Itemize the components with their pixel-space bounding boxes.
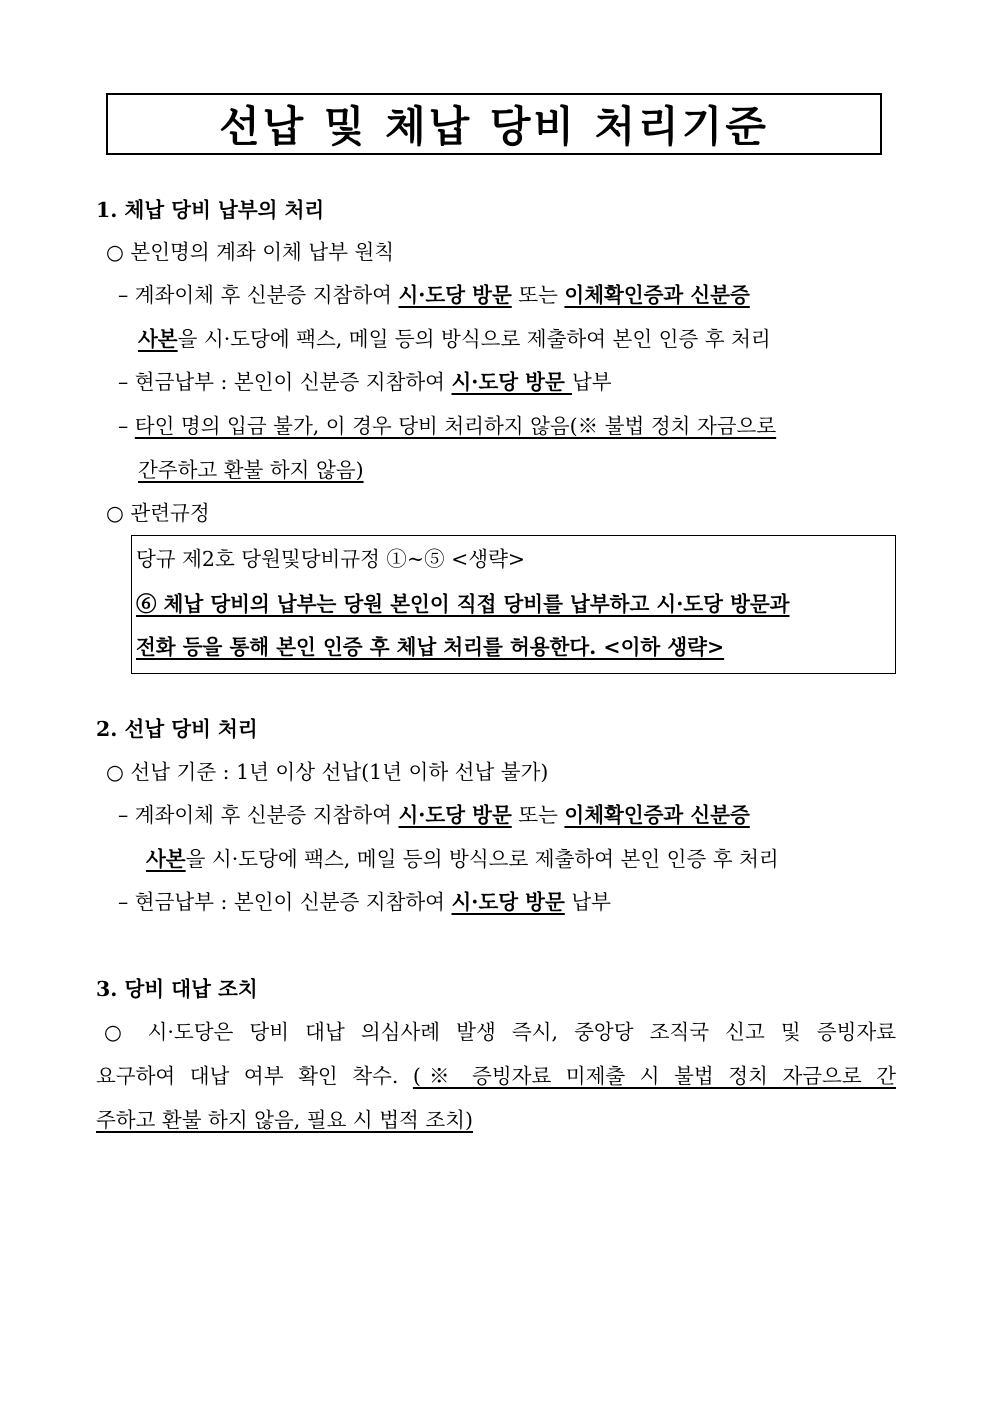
section-1-item-2 — [118, 372, 612, 393]
text: 을 시·도당에 팩스, 메일 등의 방식으로 제출하여 본인 인증 후 처리 — [177, 327, 771, 351]
section-2-heading: 2. 선납 당비 처리 — [96, 717, 258, 741]
text: – 계좌이체 후 신분증 지참하여 — [118, 283, 399, 307]
emphasis: 사본 — [138, 327, 178, 351]
section-2-standard: ○ 선납 기준 : 1년 이상 선납(1년 이하 선납 불가) — [106, 760, 549, 784]
emphasis: 시·도당 방문 — [451, 890, 565, 914]
text: 납부 — [571, 370, 612, 394]
text: – 현금납부 : 본인이 신분증 지참하여 — [118, 370, 452, 394]
title-box — [106, 93, 882, 155]
underlined-text: 간주하고 환불 하지 않음) — [138, 458, 364, 482]
text: – — [118, 414, 135, 438]
regulation-line-2 — [136, 594, 790, 615]
emphasis: 사본 — [146, 847, 186, 871]
emphasis: 시·도당 방문 — [398, 283, 512, 307]
section-1-item-3-cont — [138, 460, 364, 481]
page-title: 선납 및 체납 당비 처리기준 — [219, 102, 769, 151]
section-1-principle: ○ 본인명의 계좌 이체 납부 원칙 — [106, 240, 395, 264]
section-1-item-1-cont — [138, 329, 771, 350]
underlined-text: (※ 증빙자료 미제출 시 불법 정치 자금으로 간 — [412, 1064, 897, 1088]
section-3-line-1: ○ 시·도당은 당비 대납 의심사례 발생 즉시, 중앙당 조직국 신고 및 증빙자료 — [104, 1020, 896, 1044]
section-1-heading: 1. 체납 당비 납부의 처리 — [96, 198, 325, 222]
emphasis: 이체확인증과 신분증 — [564, 283, 750, 307]
regulation-line-1: 당규 제2호 당원및당비규정 ①~⑤ <생략> — [136, 547, 526, 571]
section-2-item-1 — [118, 805, 750, 826]
text: 을 시·도당에 팩스, 메일 등의 방식으로 제출하여 본인 인증 후 처리 — [185, 847, 779, 871]
text: 또는 — [511, 803, 565, 827]
emphasis: ⑥ 체납 당비의 납부는 당원 본인이 직접 당비를 납부하고 시·도당 방문과 — [136, 592, 790, 616]
section-2-item-2 — [118, 892, 611, 913]
underlined-text: 타인 명의 입금 불가, 이 경우 당비 처리하지 않음(※ 불법 정치 자금으로 — [134, 414, 777, 438]
section-1-item-3 — [118, 416, 776, 437]
text: – 계좌이체 후 신분증 지참하여 — [118, 803, 399, 827]
text: 납부 — [564, 890, 611, 914]
emphasis: 시·도당 방문 — [451, 370, 572, 394]
section-3-heading: 3. 당비 대납 조치 — [96, 977, 258, 1001]
section-3-line-2 — [96, 1066, 896, 1087]
underlined-text: 주하고 환불 하지 않음, 필요 시 법적 조치) — [96, 1108, 473, 1132]
emphasis: 전화 등을 통해 본인 인증 후 체납 처리를 허용한다. <이하 생략> — [136, 635, 725, 659]
section-1-item-1 — [118, 285, 750, 306]
text: 또는 — [511, 283, 565, 307]
text: 요구하여 대납 여부 확인 착수. — [96, 1064, 413, 1088]
emphasis: 시·도당 방문 — [398, 803, 512, 827]
section-2-item-1-cont — [146, 849, 779, 870]
text: – 현금납부 : 본인이 신분증 지참하여 — [118, 890, 452, 914]
regulation-line-3 — [136, 637, 724, 658]
section-1-related: ○ 관련규정 — [106, 501, 210, 525]
emphasis: 이체확인증과 신분증 — [564, 803, 750, 827]
section-3-line-3 — [96, 1110, 473, 1131]
